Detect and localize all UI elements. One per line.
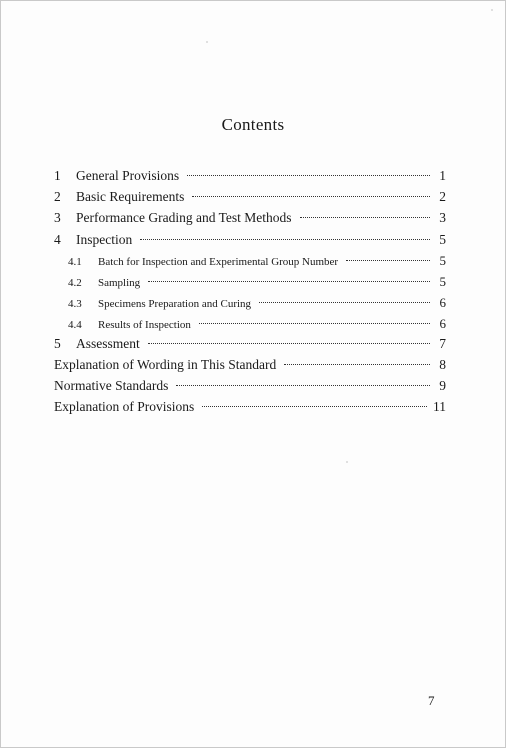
toc-entry-number: 4.4 bbox=[68, 319, 82, 331]
dot-leader bbox=[259, 301, 430, 303]
toc-entry-number: 4 bbox=[54, 232, 61, 247]
toc-entry-label: Performance Grading and Test Methods bbox=[76, 210, 292, 225]
toc-subentry[interactable] bbox=[68, 293, 446, 313]
toc-entry-page: 9 bbox=[439, 378, 446, 393]
toc-entry-number: 4.2 bbox=[68, 277, 82, 289]
dot-leader bbox=[148, 280, 430, 282]
dot-leader bbox=[284, 363, 430, 365]
dot-leader bbox=[202, 405, 427, 407]
toc-entry-number: 1 bbox=[54, 168, 61, 183]
toc-entry-label: Basic Requirements bbox=[76, 189, 185, 204]
toc-subentry[interactable] bbox=[68, 314, 446, 334]
toc-entry-label: Assessment bbox=[76, 336, 140, 351]
toc-entry-number: 4.3 bbox=[68, 298, 82, 310]
dot-leader bbox=[346, 259, 430, 261]
scan-speck bbox=[206, 41, 208, 43]
toc-entry-page: 5 bbox=[439, 253, 446, 268]
toc-entry-page: 2 bbox=[439, 189, 446, 204]
toc-entry-page: 8 bbox=[439, 357, 446, 372]
toc-entry-page: 11 bbox=[433, 399, 446, 414]
toc-subentry[interactable] bbox=[68, 272, 446, 292]
toc-entry-label: Explanation of Wording in This Standard bbox=[54, 357, 277, 372]
toc-entry-label: Explanation of Provisions bbox=[54, 399, 195, 414]
scan-speck bbox=[346, 461, 348, 463]
toc-entry-label: Sampling bbox=[98, 277, 141, 289]
toc-entry-page: 7 bbox=[439, 336, 446, 351]
toc-entry-number: 2 bbox=[54, 189, 61, 204]
toc-entry[interactable] bbox=[54, 334, 446, 354]
toc-entry[interactable] bbox=[54, 376, 446, 396]
toc-entry-label: Normative Standards bbox=[54, 378, 169, 393]
toc-entry-number: 3 bbox=[54, 210, 61, 225]
toc-entry[interactable] bbox=[54, 230, 446, 250]
toc-entry-label: Batch for Inspection and Experimental Group Number bbox=[98, 256, 339, 268]
toc-entry-label: Results of Inspection bbox=[98, 319, 191, 331]
dot-leader bbox=[192, 195, 430, 197]
toc-subentry[interactable] bbox=[68, 251, 446, 271]
dot-leader bbox=[300, 216, 431, 218]
toc-entry-label: Specimens Preparation and Curing bbox=[98, 298, 252, 310]
toc-entry-page: 5 bbox=[439, 274, 446, 289]
toc-entry[interactable] bbox=[54, 208, 446, 228]
dot-leader bbox=[187, 174, 430, 176]
toc-entry[interactable] bbox=[54, 397, 446, 417]
toc-entry[interactable] bbox=[54, 355, 446, 375]
dot-leader bbox=[148, 342, 430, 344]
contents-title: Contents bbox=[221, 115, 285, 134]
scan-speck bbox=[491, 9, 493, 11]
dot-leader bbox=[140, 238, 430, 240]
toc-entry-page: 6 bbox=[439, 316, 446, 331]
toc-entry-number: 5 bbox=[54, 336, 61, 351]
toc-entry-label: General Provisions bbox=[76, 168, 180, 183]
toc-entry-page: 5 bbox=[439, 232, 446, 247]
dot-leader bbox=[176, 384, 430, 386]
toc-entry-page: 6 bbox=[439, 295, 446, 310]
toc-entry-page: 3 bbox=[439, 210, 446, 225]
toc-entry-page: 1 bbox=[439, 168, 446, 183]
toc-entry[interactable] bbox=[54, 187, 446, 207]
toc-entry-label: Inspection bbox=[76, 232, 133, 247]
page-number: 7 bbox=[428, 693, 435, 708]
toc-entry-number: 4.1 bbox=[68, 256, 82, 268]
toc-entry[interactable] bbox=[54, 166, 446, 186]
dot-leader bbox=[199, 322, 430, 324]
